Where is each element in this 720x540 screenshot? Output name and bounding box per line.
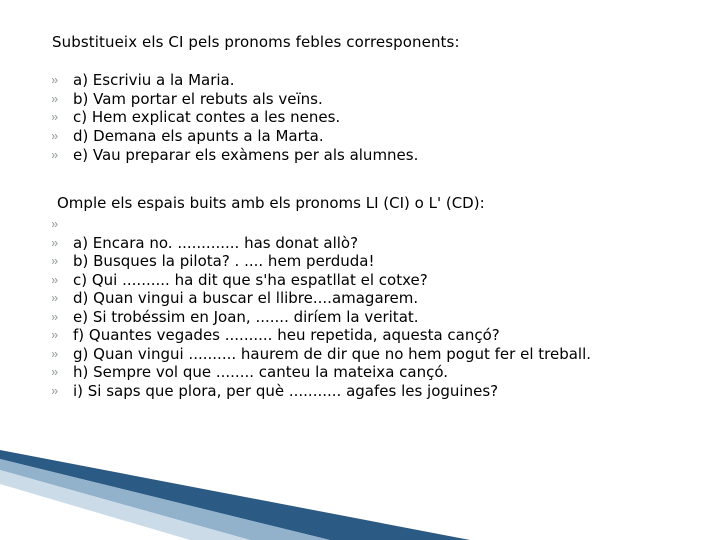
list-item-text: a) Encara no. ............. has donat allò? — [73, 233, 359, 252]
bullet-icon — [52, 222, 58, 227]
bullet-icon — [52, 296, 58, 301]
footer-wave-decoration — [0, 450, 720, 540]
bullet-icon — [52, 389, 58, 394]
list-item-text: a) Escriviu a la Maria. — [73, 71, 235, 89]
list-item — [52, 90, 512, 109]
list-item-text: b) Vam portar el rebuts als veïns. — [73, 89, 323, 108]
list-item-text: h) Sempre vol que ........ canteu la mateixa cançó. — [73, 363, 449, 381]
bullet-icon — [52, 97, 58, 102]
list-item-text: i) Si saps que plora, per què ........... agafes les joguines? — [73, 381, 499, 400]
list-item-text: b) Busques la pilota? . .... hem perduda! — [73, 252, 375, 270]
bullet-icon — [52, 134, 58, 139]
bullet-icon — [52, 370, 58, 375]
bullet-icon — [52, 241, 58, 246]
list-item — [52, 71, 512, 90]
bullet-icon — [52, 333, 58, 338]
slide-title: Substitueix els CI pels pronoms febles corresponents: — [52, 33, 460, 51]
list-item-text: c) Hem explicat contes a les nenes. — [73, 108, 341, 127]
list-item — [52, 363, 672, 382]
bullet-icon — [52, 115, 58, 120]
bullet-icon — [52, 153, 58, 158]
list-item — [52, 146, 512, 165]
list-item — [52, 127, 512, 146]
bullet-icon — [52, 352, 58, 357]
list-item-text: e) Vau preparar els exàmens per als alumnes. — [73, 145, 419, 164]
bullet-icon — [52, 278, 58, 283]
list-item — [52, 215, 672, 234]
list-item-text: d) Demana els apunts a la Marta. — [73, 127, 324, 146]
list-item — [52, 252, 672, 271]
exercise-list-2 — [52, 215, 672, 400]
list-item — [52, 382, 672, 401]
list-item — [52, 308, 672, 327]
bullet-icon — [52, 315, 58, 320]
bullet-icon — [52, 259, 58, 264]
list-item — [52, 234, 672, 253]
bullet-icon — [52, 78, 58, 83]
exercise-list-1 — [52, 71, 512, 164]
list-item-text: g) Quan vingui .......... haurem de dir que no hem pogut fer el treball. — [73, 344, 592, 363]
list-item-text: c) Qui .......... ha dit que s'ha espatllat el cotxe? — [73, 270, 428, 289]
list-item — [52, 326, 672, 345]
list-item — [52, 271, 672, 290]
list-item — [52, 289, 672, 308]
list-item-text: f) Quantes vegades .......... heu repetida, aquesta cançó? — [73, 326, 500, 344]
list-item — [52, 108, 512, 127]
list-item-text: d) Quan vingui a buscar el llibre....amagarem. — [73, 289, 419, 307]
exercise-2-heading: Omple els espais buits amb els pronoms LI (CI) o L' (CD): — [57, 194, 485, 212]
list-item-text: e) Si trobéssim en Joan, ....... diríem la veritat. — [73, 307, 419, 326]
list-item — [52, 345, 672, 364]
